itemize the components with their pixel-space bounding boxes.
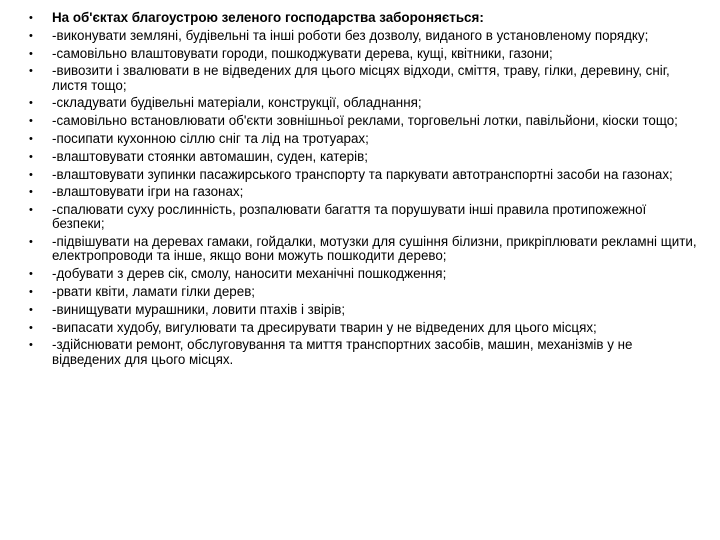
list-item (28, 96, 698, 110)
list-item-text: -вивозити і звалювати в не відведених для цього місцях відходи, сміття, траву, гілки, деревину, сніг, листя тощо; (52, 63, 670, 93)
prohibitions-list (28, 11, 698, 370)
list-item-text: -добувати з дерев сік, смолу, наносити механічні пошкодження; (52, 266, 447, 282)
list-item (28, 285, 698, 299)
bullet-icon: • (29, 115, 33, 128)
bullet-icon: • (29, 285, 33, 298)
bullet-icon: • (29, 47, 33, 60)
list-item-text: -винищувати мурашники, ловити птахів і звірів; (52, 301, 346, 317)
list-heading-item (28, 11, 698, 25)
list-item-text: -спалювати суху рослинність, розпалювати багаття та порушувати інші правила протипожежної безпеки; (52, 202, 647, 232)
bullet-icon: • (29, 29, 33, 42)
bullet-icon: • (29, 303, 33, 316)
list-item-text: -здійснювати ремонт, обслуговування та миття транспортних засобів, машин, механізмів у не відведених для цього місцях. (52, 337, 633, 367)
list-item (28, 338, 698, 366)
list-item (28, 185, 698, 199)
list-item (28, 321, 698, 335)
bullet-icon: • (29, 204, 33, 217)
bullet-icon: • (29, 65, 33, 78)
list-item-text: -посипати кухонною сіллю сніг та лід на тротуарах; (52, 130, 369, 146)
list-item-text: -рвати квіти, ламати гілки дерев; (52, 283, 256, 299)
list-item (28, 64, 698, 92)
list-item (28, 267, 698, 281)
list-item (28, 132, 698, 146)
list-item-text: -складувати будівельні матеріали, конструкції, обладнання; (52, 95, 422, 111)
list-item (28, 47, 698, 61)
bullet-icon: • (29, 97, 33, 110)
bullet-icon: • (29, 321, 33, 334)
list-item-text: -влаштовувати ігри на газонах; (52, 184, 244, 200)
list-item-text: -влаштовувати зупинки пасажирського транспорту та паркувати автотранспортні засоби на газонах; (52, 166, 673, 182)
bullet-icon: • (29, 12, 33, 24)
bullet-icon: • (29, 186, 33, 199)
list-item-text: -влаштовувати стоянки автомашин, суден, катерів; (52, 148, 368, 164)
list-heading: На об'єктах благоустрою зеленого господарства забороняється: (52, 10, 484, 25)
list-item (28, 150, 698, 164)
list-item-text: -самовільно встановлювати об'єкти зовнішньої реклами, торговельні лотки, павільйони, кіоски тощо; (52, 113, 678, 129)
list-item-text: -самовільно влаштовувати городи, пошкоджувати дерева, кущі, квітники, газони; (52, 45, 553, 61)
list-item (28, 114, 698, 128)
list-item-text: -підвішувати на деревах гамаки, гойдалки, мотузки для сушіння білизни, прикріплювати рекламні щити, електропроводи та інше, якщо вони можуть пошкодити дерево; (52, 234, 697, 264)
list-item (28, 235, 698, 263)
list-item (28, 29, 698, 43)
list-item-text: -випасати худобу, вигулювати та дресирувати тварин у не відведених для цього місцях; (52, 319, 597, 335)
list-item (28, 203, 698, 231)
bullet-icon: • (29, 268, 33, 281)
bullet-icon: • (29, 339, 33, 352)
bullet-icon: • (29, 168, 33, 181)
bullet-icon: • (29, 236, 33, 249)
list-item-text: -виконувати земляні, будівельні та інші роботи без дозволу, виданого в установленому порядку; (52, 27, 649, 43)
bullet-icon: • (29, 132, 33, 145)
bullet-icon: • (29, 150, 33, 163)
list-item (28, 168, 698, 182)
list-item (28, 303, 698, 317)
